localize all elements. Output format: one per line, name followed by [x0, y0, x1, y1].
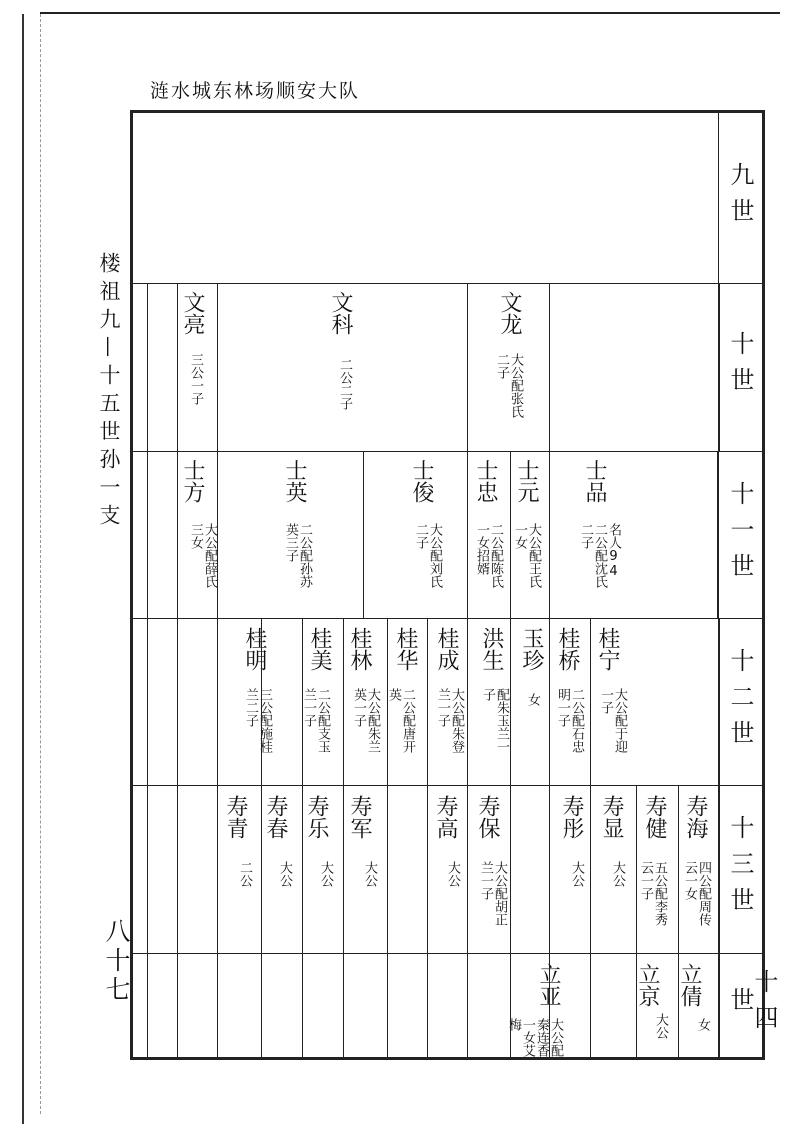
column-divider	[678, 953, 679, 1057]
member-name: 桂华	[393, 627, 418, 671]
member-name: 立倩	[677, 963, 702, 1007]
member-name: 寿彤	[559, 795, 584, 839]
member-note: 兰一子	[478, 861, 493, 900]
member-note: 大公配张氏	[508, 353, 523, 418]
member-name: 文龙	[497, 291, 522, 335]
member-note: 云一女	[682, 861, 697, 900]
column-divider	[719, 785, 720, 953]
column-divider	[549, 451, 550, 618]
column-divider	[636, 785, 637, 953]
column-divider	[147, 451, 148, 618]
member-note: 大公	[610, 861, 625, 887]
member-note: 大公配胡正	[492, 861, 507, 926]
member-note: 子	[480, 688, 495, 701]
column-divider	[590, 785, 591, 953]
member-note: 二子	[413, 523, 428, 549]
column-divider	[302, 785, 303, 953]
row-divider	[133, 953, 762, 954]
member-note: 明一子	[555, 688, 570, 727]
column-divider	[261, 953, 262, 1057]
column-divider	[467, 283, 468, 451]
generation-label: 十世	[726, 331, 754, 403]
member-note: 英	[386, 688, 401, 701]
member-note: 大公	[362, 861, 377, 887]
page-header: 涟水城东林场顺安大队	[150, 80, 361, 102]
member-name: 文亮	[180, 291, 205, 335]
column-divider	[261, 785, 262, 953]
member-name: 玉珍	[519, 627, 544, 671]
member-name: 寿高	[433, 795, 458, 839]
member-note: 大公配于迎	[612, 688, 627, 753]
member-note: 大公配	[548, 1018, 563, 1057]
page-top-rule	[40, 12, 780, 14]
member-note: 二子	[494, 353, 509, 379]
member-name: 桂宁	[595, 627, 620, 671]
member-note: 女	[695, 1018, 710, 1031]
member-note: 三公一子	[188, 353, 203, 405]
column-divider	[177, 283, 178, 451]
column-divider	[177, 953, 178, 1057]
column-divider	[147, 785, 148, 953]
column-divider	[467, 451, 468, 618]
member-note: 四公配周传	[696, 861, 711, 926]
member-note: 大公配王氏	[526, 523, 541, 588]
member-name: 立亚	[536, 963, 561, 1007]
member-name: 桂林	[347, 627, 372, 671]
column-divider	[177, 451, 178, 618]
column-divider	[719, 283, 720, 451]
column-divider	[549, 618, 550, 785]
column-divider	[549, 953, 550, 1057]
generation-label: 十四世	[726, 969, 778, 1041]
member-note: 二公二子	[337, 358, 352, 410]
column-divider	[147, 618, 148, 785]
generation-label: 十三世	[726, 815, 754, 923]
column-divider	[302, 953, 303, 1057]
column-divider	[590, 953, 591, 1057]
page-fold-line	[40, 14, 41, 1114]
member-name: 寿乐	[304, 795, 329, 839]
column-divider	[217, 953, 218, 1057]
member-name: 桂美	[307, 627, 332, 671]
member-note: 一女艾	[520, 1018, 535, 1057]
column-divider	[549, 785, 550, 953]
member-note: 英一子	[351, 688, 366, 727]
member-note: 梅	[506, 1018, 521, 1031]
column-divider	[302, 618, 303, 785]
member-note: 英三子	[283, 523, 298, 562]
column-divider	[467, 953, 468, 1057]
column-divider	[261, 618, 262, 785]
member-name: 桂桥	[555, 627, 580, 671]
column-divider	[427, 785, 428, 953]
member-name: 士品	[582, 459, 607, 503]
member-name: 桂成	[434, 627, 459, 671]
member-name: 寿春	[263, 795, 288, 839]
column-divider	[467, 785, 468, 953]
column-divider	[343, 618, 344, 785]
row-divider	[133, 785, 762, 786]
page-left-edge	[22, 14, 24, 1124]
member-name: 寿健	[642, 795, 667, 839]
column-divider	[217, 785, 218, 953]
member-name: 寿保	[475, 795, 500, 839]
column-divider	[217, 618, 218, 785]
member-note: 二公配唐开	[400, 688, 415, 753]
member-note: 名人94	[606, 523, 621, 579]
column-divider	[719, 618, 720, 785]
column-divider	[217, 451, 218, 618]
member-name: 桂明	[242, 627, 267, 671]
member-note: 一子	[598, 688, 613, 714]
column-divider	[177, 618, 178, 785]
member-note: 配朱玉兰一	[494, 688, 509, 753]
generation-label: 九世	[726, 162, 754, 234]
column-divider	[343, 785, 344, 953]
page-number: 八十七	[102, 918, 131, 1005]
member-note: 二公配支玉	[315, 688, 330, 753]
column-divider	[510, 785, 511, 953]
member-note: 兰一子	[301, 688, 316, 727]
member-note: 女	[525, 693, 540, 706]
member-note: 二子	[578, 523, 593, 549]
member-note: 一女	[512, 523, 527, 549]
member-note: 五公配李秀	[652, 861, 667, 926]
member-note: 大公配薛氏	[202, 523, 217, 588]
column-divider	[719, 953, 720, 1057]
member-name: 寿显	[599, 795, 624, 839]
column-divider	[147, 283, 148, 451]
column-divider	[427, 618, 428, 785]
member-note: 三女	[188, 523, 203, 549]
member-note: 大公	[318, 861, 333, 887]
row-divider	[133, 283, 762, 284]
member-note: 秦连香	[534, 1018, 549, 1057]
member-note: 二公配孙苏	[297, 523, 312, 588]
column-divider	[147, 953, 148, 1057]
row-divider	[133, 451, 762, 452]
column-divider	[717, 451, 718, 618]
column-divider	[590, 618, 591, 785]
column-divider	[217, 283, 218, 451]
member-note: 兰二子	[243, 688, 258, 727]
member-note: 二公配沈氏	[592, 523, 607, 588]
member-note: 大公配朱兰	[365, 688, 380, 753]
column-divider	[678, 785, 679, 953]
member-note: 二公配陈氏	[488, 523, 503, 588]
column-divider	[363, 451, 364, 618]
member-name: 寿青	[223, 795, 248, 839]
column-divider	[549, 283, 550, 451]
member-note: 一女招婿	[474, 523, 489, 575]
member-note: 大公配朱登	[449, 688, 464, 753]
sidebar-title: 楼祖九—十五世孙一支	[97, 252, 121, 532]
member-name: 文科	[328, 291, 353, 335]
member-note: 大公	[277, 861, 292, 887]
column-divider	[387, 953, 388, 1057]
member-name: 寿海	[683, 795, 708, 839]
member-note: 大公	[445, 861, 460, 887]
column-divider	[510, 451, 511, 618]
row-divider	[133, 618, 762, 619]
column-divider	[636, 953, 637, 1057]
column-divider	[510, 953, 511, 1057]
member-note: 二公	[237, 861, 252, 887]
member-note: 三公配施桂	[257, 688, 272, 753]
column-divider	[510, 618, 511, 785]
member-note: 大公配刘氏	[427, 523, 442, 588]
member-note: 云一子	[638, 861, 653, 900]
member-name: 立京	[635, 963, 660, 1007]
member-name: 士方	[180, 459, 205, 503]
column-divider	[177, 785, 178, 953]
column-divider	[343, 953, 344, 1057]
member-name: 士俊	[409, 459, 434, 503]
member-name: 寿军	[347, 795, 372, 839]
column-divider	[467, 618, 468, 785]
member-note: 大公	[653, 1013, 668, 1039]
member-name: 洪生	[479, 627, 504, 671]
member-note: 大公	[569, 861, 584, 887]
genealogy-table	[130, 110, 778, 1060]
generation-label: 十一世	[726, 480, 754, 589]
member-note: 二公配石忠	[569, 688, 584, 753]
member-name: 士忠	[473, 459, 498, 503]
column-divider	[387, 785, 388, 953]
member-note: 兰一子	[435, 688, 450, 727]
column-divider	[387, 618, 388, 785]
member-name: 士元	[514, 459, 539, 503]
generation-label: 十二世	[726, 647, 754, 756]
column-divider	[427, 953, 428, 1057]
member-name: 士英	[282, 459, 307, 503]
